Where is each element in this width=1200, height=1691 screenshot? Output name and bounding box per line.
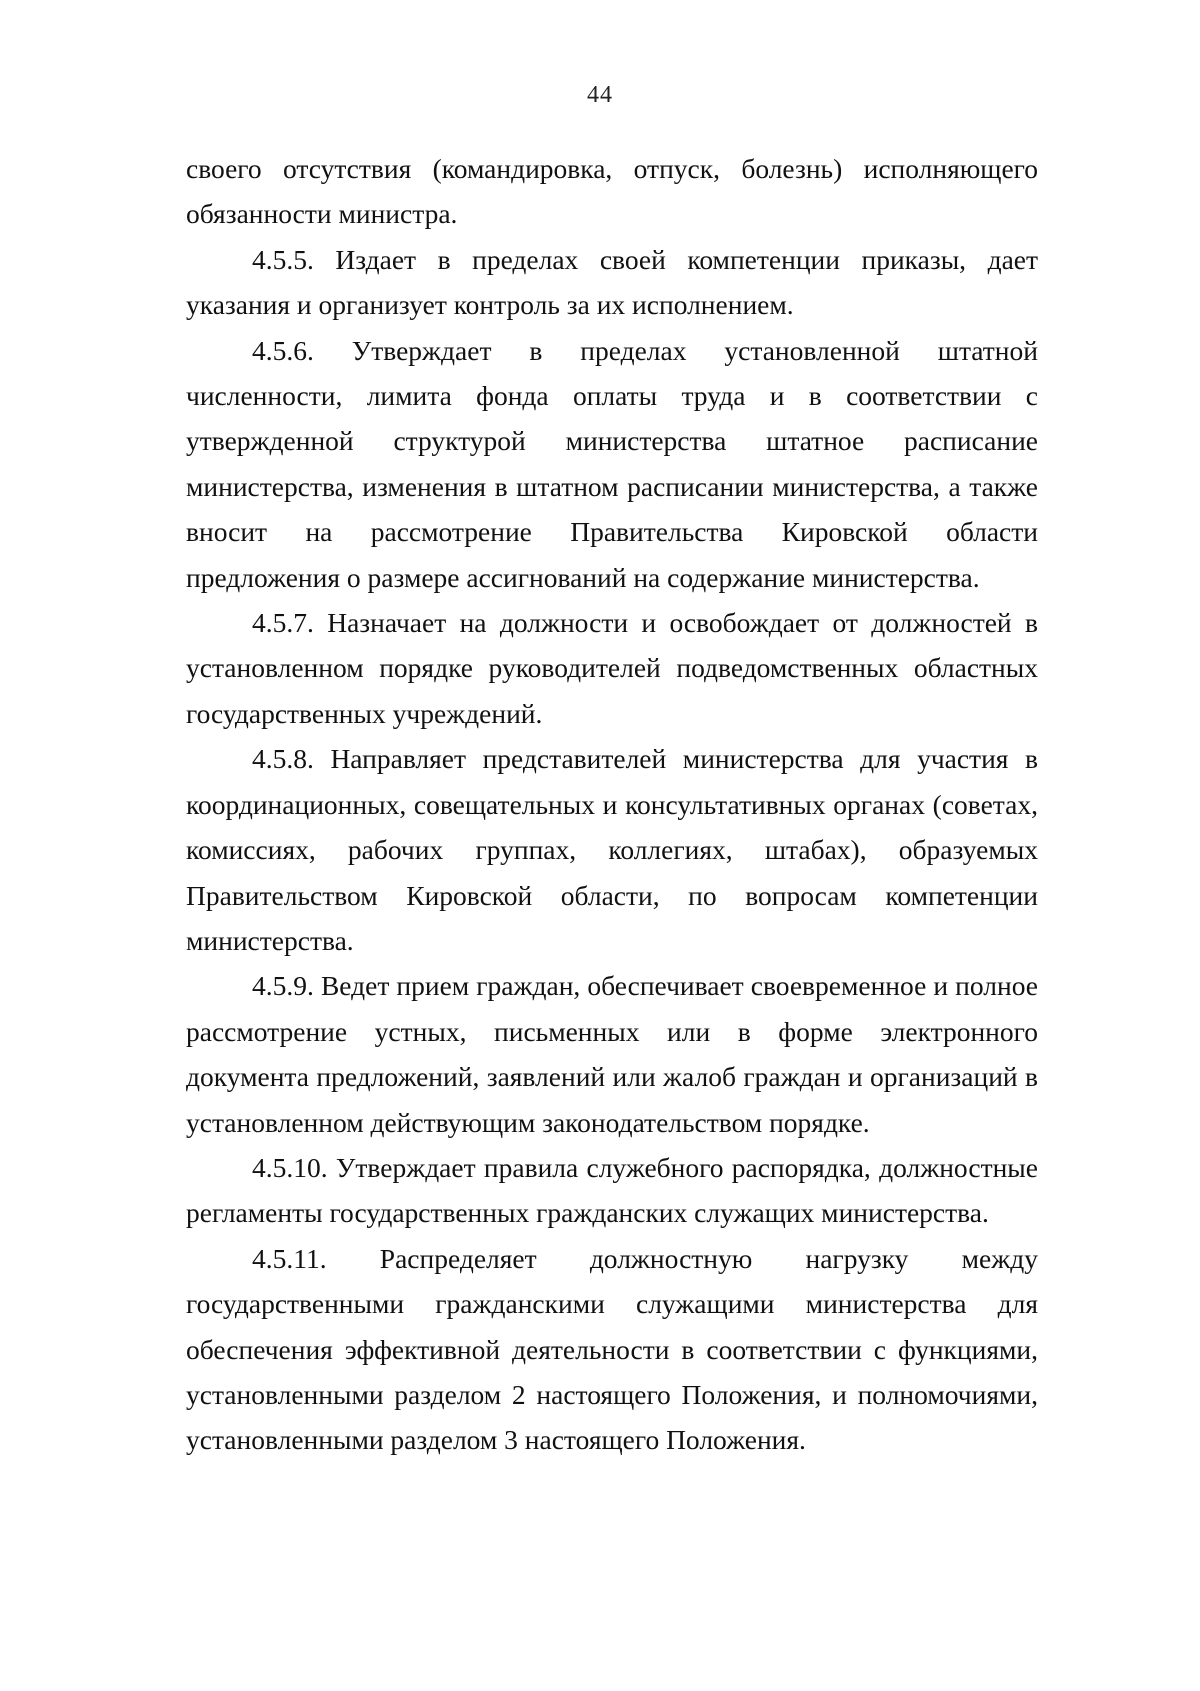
paragraph-4-5-5: 4.5.5. Издает в пределах своей компетенции приказы, дает указания и организует контроль за их исполнением. xyxy=(186,243,1038,321)
document-body xyxy=(186,146,1038,1463)
paragraph-4-5-7: 4.5.7. Назначает на должности и освобождает от должностей в установленном порядке руководителей подведомственных областных государственных учреждений. xyxy=(186,607,1038,729)
paragraph-4-5-6: 4.5.6. Утверждает в пределах установленной штатной численности, лимита фонда оплаты труда и в соответствии с утвержденной структурой министерства штатное расписание министерства, изменения в штатном расписании министерства, а также вносит на рассмотрение Правительства Кировской области предложения о размере ассигнований на содержание министерства. xyxy=(186,334,1038,593)
paragraph-4-5-10: 4.5.10. Утверждает правила служебного распорядка, должностные регламенты государственных гражданских служащих министерства. xyxy=(186,1151,1038,1229)
paragraph-4-5-9: 4.5.9. Ведет прием граждан, обеспечивает своевременное и полное рассмотрение устных, письменных или в форме электронного документа предложений, заявлений или жалоб граждан и организаций в установленном действующим законодательством порядке. xyxy=(186,970,1038,1138)
paragraph-4-5-11: 4.5.11. Распределяет должностную нагрузку между государственными гражданскими служащими министерства для обеспечения эффективной деятельности в соответствии с функциями, установленными разделом 2 настоящего Положения, и полномочиями, установленными разделом 3 настоящего Положения. xyxy=(186,1242,1038,1456)
page-number: 44 xyxy=(587,82,613,108)
paragraph-4-5-8: 4.5.8. Направляет представителей министерства для участия в координационных, совещательных и консультативных органах (советах, комиссиях, рабочих группах, коллегиях, штабах), образуемых Правительством Кировской области, по вопросам компетенции министерства. xyxy=(186,743,1038,956)
paragraph-continuation: своего отсутствия (командировка, отпуск, болезнь) исполняющего обязанности министра. xyxy=(186,153,1038,230)
